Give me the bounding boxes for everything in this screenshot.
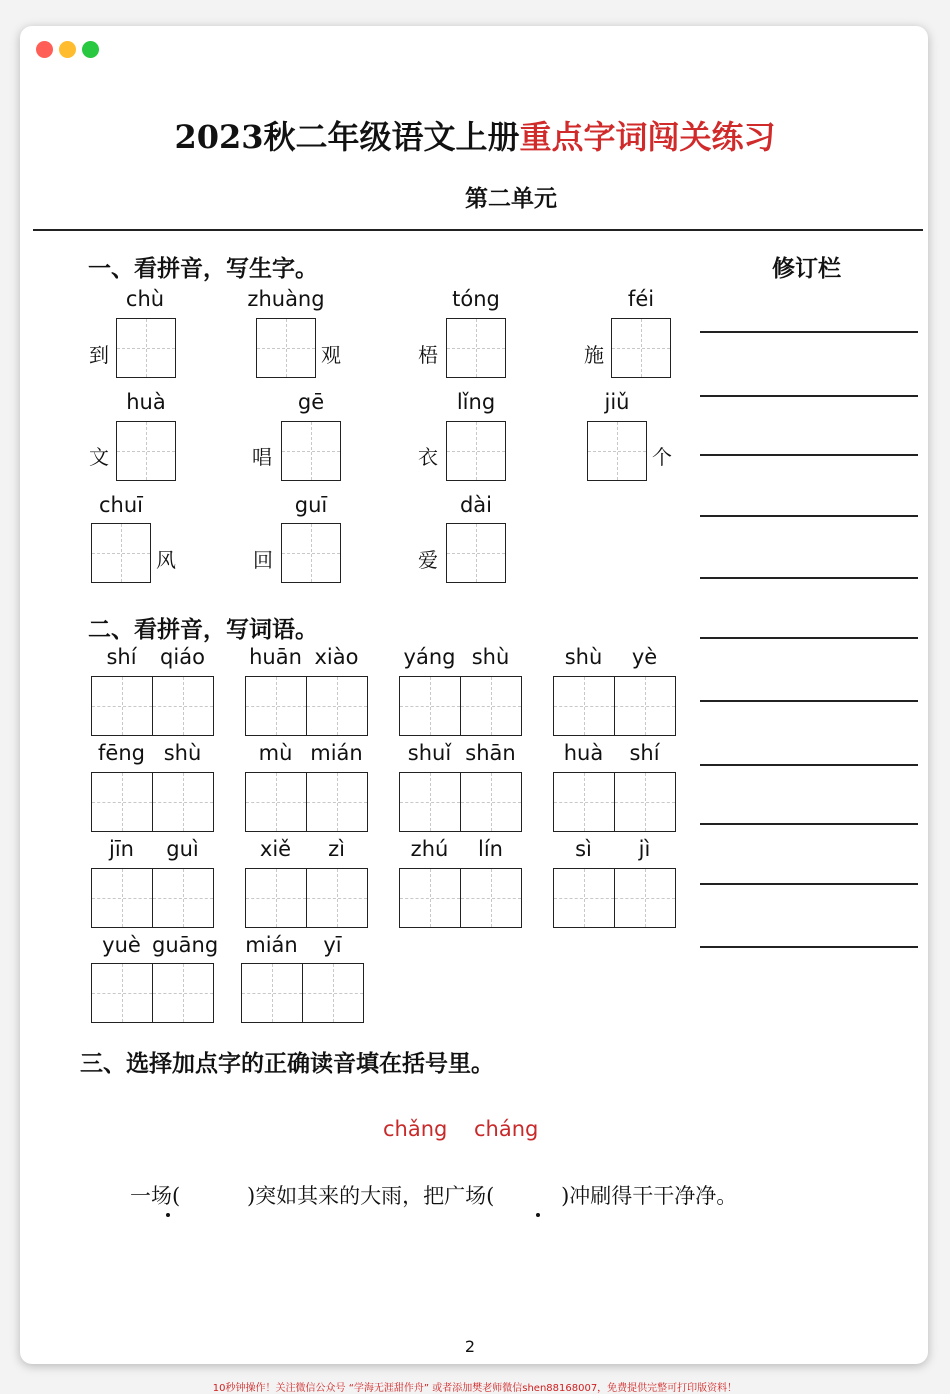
char-writing-box[interactable] [446,421,506,481]
word-pinyin: shuǐ [407,741,452,765]
char-pinyin: chù [125,287,165,311]
word-pinyin: guāng [152,933,219,957]
char-writing-box[interactable] [116,318,176,378]
char-pinyin: gē [297,390,325,414]
word-writing-box[interactable] [245,868,307,928]
word-pinyin: qiáo [160,645,205,669]
word-writing-box[interactable] [399,868,461,928]
context-char: 风 [156,548,176,572]
word-pinyin: yáng [403,645,456,669]
word-pinyin: shí [629,741,660,765]
title-highlight: 重点字词闯关练习 [519,118,776,156]
word-pinyin: guì [166,837,199,861]
word-pinyin: shù [471,645,510,669]
context-char: 施 [584,343,604,367]
word-writing-box[interactable] [553,868,615,928]
word-writing-box[interactable] [152,963,214,1023]
word-writing-box[interactable] [302,963,364,1023]
fill-sentence: 一场( )突如其来的大雨，把广场( )冲刷得干干净净。 [130,1184,738,1208]
word-pinyin: shù [564,645,603,669]
word-writing-box[interactable] [91,676,153,736]
word-writing-box[interactable] [241,963,303,1023]
word-writing-box[interactable] [91,963,153,1023]
word-writing-box[interactable] [614,676,676,736]
revision-line [700,883,918,885]
header-divider [33,229,923,231]
word-pinyin: sì [575,837,592,861]
word-writing-box[interactable] [614,772,676,832]
word-writing-box[interactable] [553,772,615,832]
emphasis-dot [536,1213,540,1217]
word-pinyin: fēng [98,741,145,765]
word-pinyin: huà [563,741,604,765]
section3-heading: 三、选择加点字的正确读音填在括号里。 [80,1051,494,1077]
page-number: 2 [464,1337,476,1356]
char-pinyin: huà [126,390,166,414]
word-pinyin: zì [328,837,345,861]
word-writing-box[interactable] [460,772,522,832]
revision-line [700,577,918,579]
word-pinyin: lín [478,837,503,861]
word-writing-box[interactable] [614,868,676,928]
option-1: chǎng [383,1117,448,1141]
word-writing-box[interactable] [553,676,615,736]
char-pinyin: chuī [99,493,143,517]
char-pinyin: tóng [452,287,500,311]
word-pinyin: yī [323,933,342,957]
word-pinyin: shù [163,741,202,765]
revision-line [700,454,918,456]
word-pinyin: jì [638,837,651,861]
word-pinyin: mián [245,933,298,957]
char-writing-box[interactable] [611,318,671,378]
word-pinyin: jīn [109,837,134,861]
window-titlebar [20,26,928,70]
word-writing-box[interactable] [306,772,368,832]
option-2: cháng [474,1117,539,1141]
char-pinyin: lǐng [456,390,496,414]
word-writing-box[interactable] [399,772,461,832]
emphasis-dot [166,1213,170,1217]
char-pinyin: féi [627,287,655,311]
revision-title: 修订栏 [772,256,841,282]
word-writing-box[interactable] [91,772,153,832]
context-char: 梧 [418,343,438,367]
word-writing-box[interactable] [91,868,153,928]
word-writing-box[interactable] [245,772,307,832]
word-pinyin: xiě [259,837,292,861]
char-writing-box[interactable] [446,318,506,378]
char-pinyin: guī [294,493,328,517]
char-pinyin: jiǔ [604,390,630,414]
word-writing-box[interactable] [152,772,214,832]
word-writing-box[interactable] [460,676,522,736]
footer-note: 10秒钟操作！关注微信公众号 “学海无涯甜作舟” 或者添加樊老师微信shen88168007，免费提供完整可打印版资料！ [212,1383,738,1394]
word-writing-box[interactable] [399,676,461,736]
char-writing-box[interactable] [587,421,647,481]
char-writing-box[interactable] [446,523,506,583]
context-char: 文 [89,445,109,469]
word-pinyin: mù [258,741,293,765]
word-writing-box[interactable] [152,676,214,736]
char-writing-box[interactable] [281,523,341,583]
word-writing-box[interactable] [152,868,214,928]
context-char: 回 [253,548,273,572]
word-pinyin: xiào [314,645,359,669]
revision-line [700,395,918,397]
word-pinyin: huān [249,645,302,669]
word-writing-box[interactable] [306,676,368,736]
word-pinyin: yuè [102,933,141,957]
char-writing-box[interactable] [281,421,341,481]
close-window-button[interactable] [36,41,53,58]
word-pinyin: shí [106,645,137,669]
revision-line [700,764,918,766]
context-char: 到 [89,343,109,367]
revision-line [700,700,918,702]
word-writing-box[interactable] [306,868,368,928]
word-pinyin: zhú [410,837,449,861]
section1-heading: 一、看拼音，写生字。 [88,256,318,282]
minimize-window-button[interactable] [59,41,76,58]
char-writing-box[interactable] [91,523,151,583]
char-pinyin: dài [459,493,493,517]
word-writing-box[interactable] [245,676,307,736]
word-pinyin: shān [465,741,516,765]
revision-line [700,515,918,517]
title-main: 2023秋二年级语文上册 [174,118,520,156]
maximize-window-button[interactable] [82,41,99,58]
context-char: 观 [321,343,341,367]
char-pinyin: zhuàng [247,287,325,311]
revision-line [700,637,918,639]
word-pinyin: mián [310,741,363,765]
context-char: 爱 [418,548,438,572]
section2-heading: 二、看拼音，写词语。 [88,617,318,643]
context-char: 衣 [418,445,438,469]
word-pinyin: yè [631,645,658,669]
revision-line [700,946,918,948]
char-writing-box[interactable] [256,318,316,378]
unit-subtitle: 第二单元 [465,185,557,212]
word-writing-box[interactable] [460,868,522,928]
context-char: 唱 [252,445,272,469]
char-writing-box[interactable] [116,421,176,481]
context-char: 个 [652,445,672,469]
revision-line [700,331,918,333]
page-title [0,112,950,158]
revision-line [700,823,918,825]
